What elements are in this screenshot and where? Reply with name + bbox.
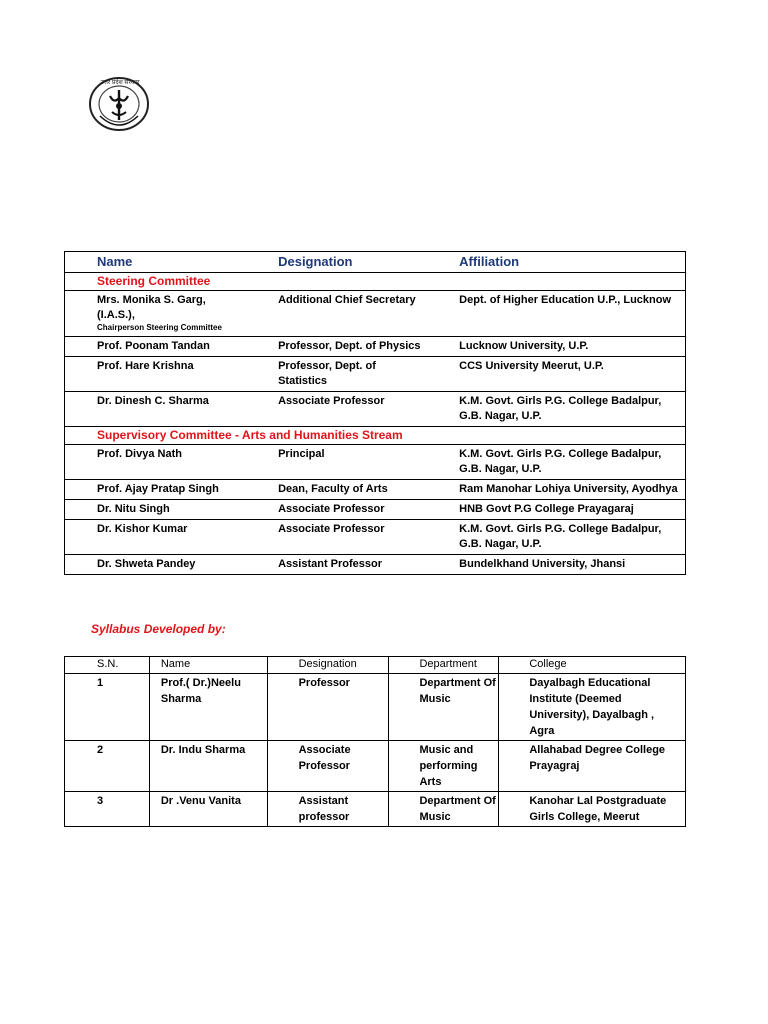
member-affiliation: Lucknow University, U.P. [427, 337, 685, 357]
table-row [65, 337, 686, 357]
row-sn: 2 [65, 741, 150, 792]
member-name: Dr. Kishor Kumar [65, 520, 247, 555]
row-name: Dr. Indu Sharma [149, 741, 267, 792]
header-college: College [499, 657, 686, 674]
member-name: Dr. Dinesh C. Sharma [65, 392, 247, 427]
row-department: Music and performing Arts [389, 741, 499, 792]
committee-header-row [65, 252, 686, 273]
member-designation: Additional Chief Secretary [246, 291, 427, 337]
member-affiliation: Ram Manohar Lohiya University, Ayodhya [427, 480, 685, 500]
table-row [65, 291, 686, 337]
member-name: Dr. Shweta Pandey [65, 555, 247, 575]
committee-table [64, 251, 686, 575]
row-designation: Assistant professor [267, 792, 389, 827]
member-name: Prof. Divya Nath [65, 445, 247, 480]
member-name: Prof. Poonam Tandan [65, 337, 247, 357]
row-college: Kanohar Lal Postgraduate Girls College, Meerut [499, 792, 686, 827]
header-name: Name [149, 657, 267, 674]
header-designation: Designation [246, 252, 427, 273]
member-designation: Principal [246, 445, 427, 480]
member-name: Prof. Ajay Pratap Singh [65, 480, 247, 500]
table-row [65, 792, 686, 827]
member-name: Dr. Nitu Singh [65, 500, 247, 520]
member-affiliation: Dept. of Higher Education U.P., Lucknow [427, 291, 685, 337]
row-sn: 3 [65, 792, 150, 827]
row-designation: Professor [267, 674, 389, 741]
row-name: Dr .Venu Vanita [149, 792, 267, 827]
row-name: Prof.( Dr.)Neelu Sharma [149, 674, 267, 741]
table-row [65, 500, 686, 520]
header-department: Department [389, 657, 499, 674]
member-designation: Associate Professor [246, 500, 427, 520]
section-title-supervisory: Supervisory Committee - Arts and Humanities Stream [65, 427, 686, 445]
header-sn: S.N. [65, 657, 150, 674]
member-note: Chairperson Steering Committee [97, 323, 222, 332]
section-title-steering: Steering Committee [65, 273, 686, 291]
row-sn: 1 [65, 674, 150, 741]
member-designation: Dean, Faculty of Arts [246, 480, 427, 500]
table-row [65, 445, 686, 480]
table-row [65, 555, 686, 575]
member-designation: Associate Professor [246, 520, 427, 555]
header-name: Name [65, 252, 247, 273]
row-college: Allahabad Degree College Prayagraj [499, 741, 686, 792]
table-row [65, 392, 686, 427]
syllabus-header-row [65, 657, 686, 674]
emblem-text: उत्तर प्रदेश सरकार [100, 80, 140, 86]
table-row [65, 741, 686, 792]
row-department: Department Of Music [389, 792, 499, 827]
member-designation: Associate Professor [246, 392, 427, 427]
member-affiliation: K.M. Govt. Girls P.G. College Badalpur, G.B. Nagar, U.P. [427, 445, 685, 480]
row-department: Department Of Music [389, 674, 499, 741]
table-row [65, 674, 686, 741]
header-designation: Designation [267, 657, 389, 674]
table-row [65, 520, 686, 555]
syllabus-table [64, 656, 686, 827]
syllabus-heading: Syllabus Developed by: [91, 622, 226, 636]
header-affiliation: Affiliation [427, 252, 685, 273]
member-name: Prof. Hare Krishna [65, 357, 247, 392]
member-name: Mrs. Monika S. Garg, (I.A.S.), Chairperson Steering Committee [65, 291, 247, 337]
member-affiliation: K.M. Govt. Girls P.G. College Badalpur, G.B. Nagar, U.P. [427, 392, 685, 427]
member-affiliation: Bundelkhand University, Jhansi [427, 555, 685, 575]
table-row [65, 357, 686, 392]
member-affiliation: HNB Govt P.G College Prayagaraj [427, 500, 685, 520]
table-row [65, 480, 686, 500]
row-designation: Associate Professor [267, 741, 389, 792]
member-designation: Professor, Dept. of Physics [246, 337, 427, 357]
row-college: Dayalbagh Educational Institute (Deemed University), Dayalbagh , Agra [499, 674, 686, 741]
member-affiliation: K.M. Govt. Girls P.G. College Badalpur, G.B. Nagar, U.P. [427, 520, 685, 555]
member-designation: Assistant Professor [246, 555, 427, 575]
member-designation: Professor, Dept. of Statistics [246, 357, 427, 392]
member-affiliation: CCS University Meerut, U.P. [427, 357, 685, 392]
